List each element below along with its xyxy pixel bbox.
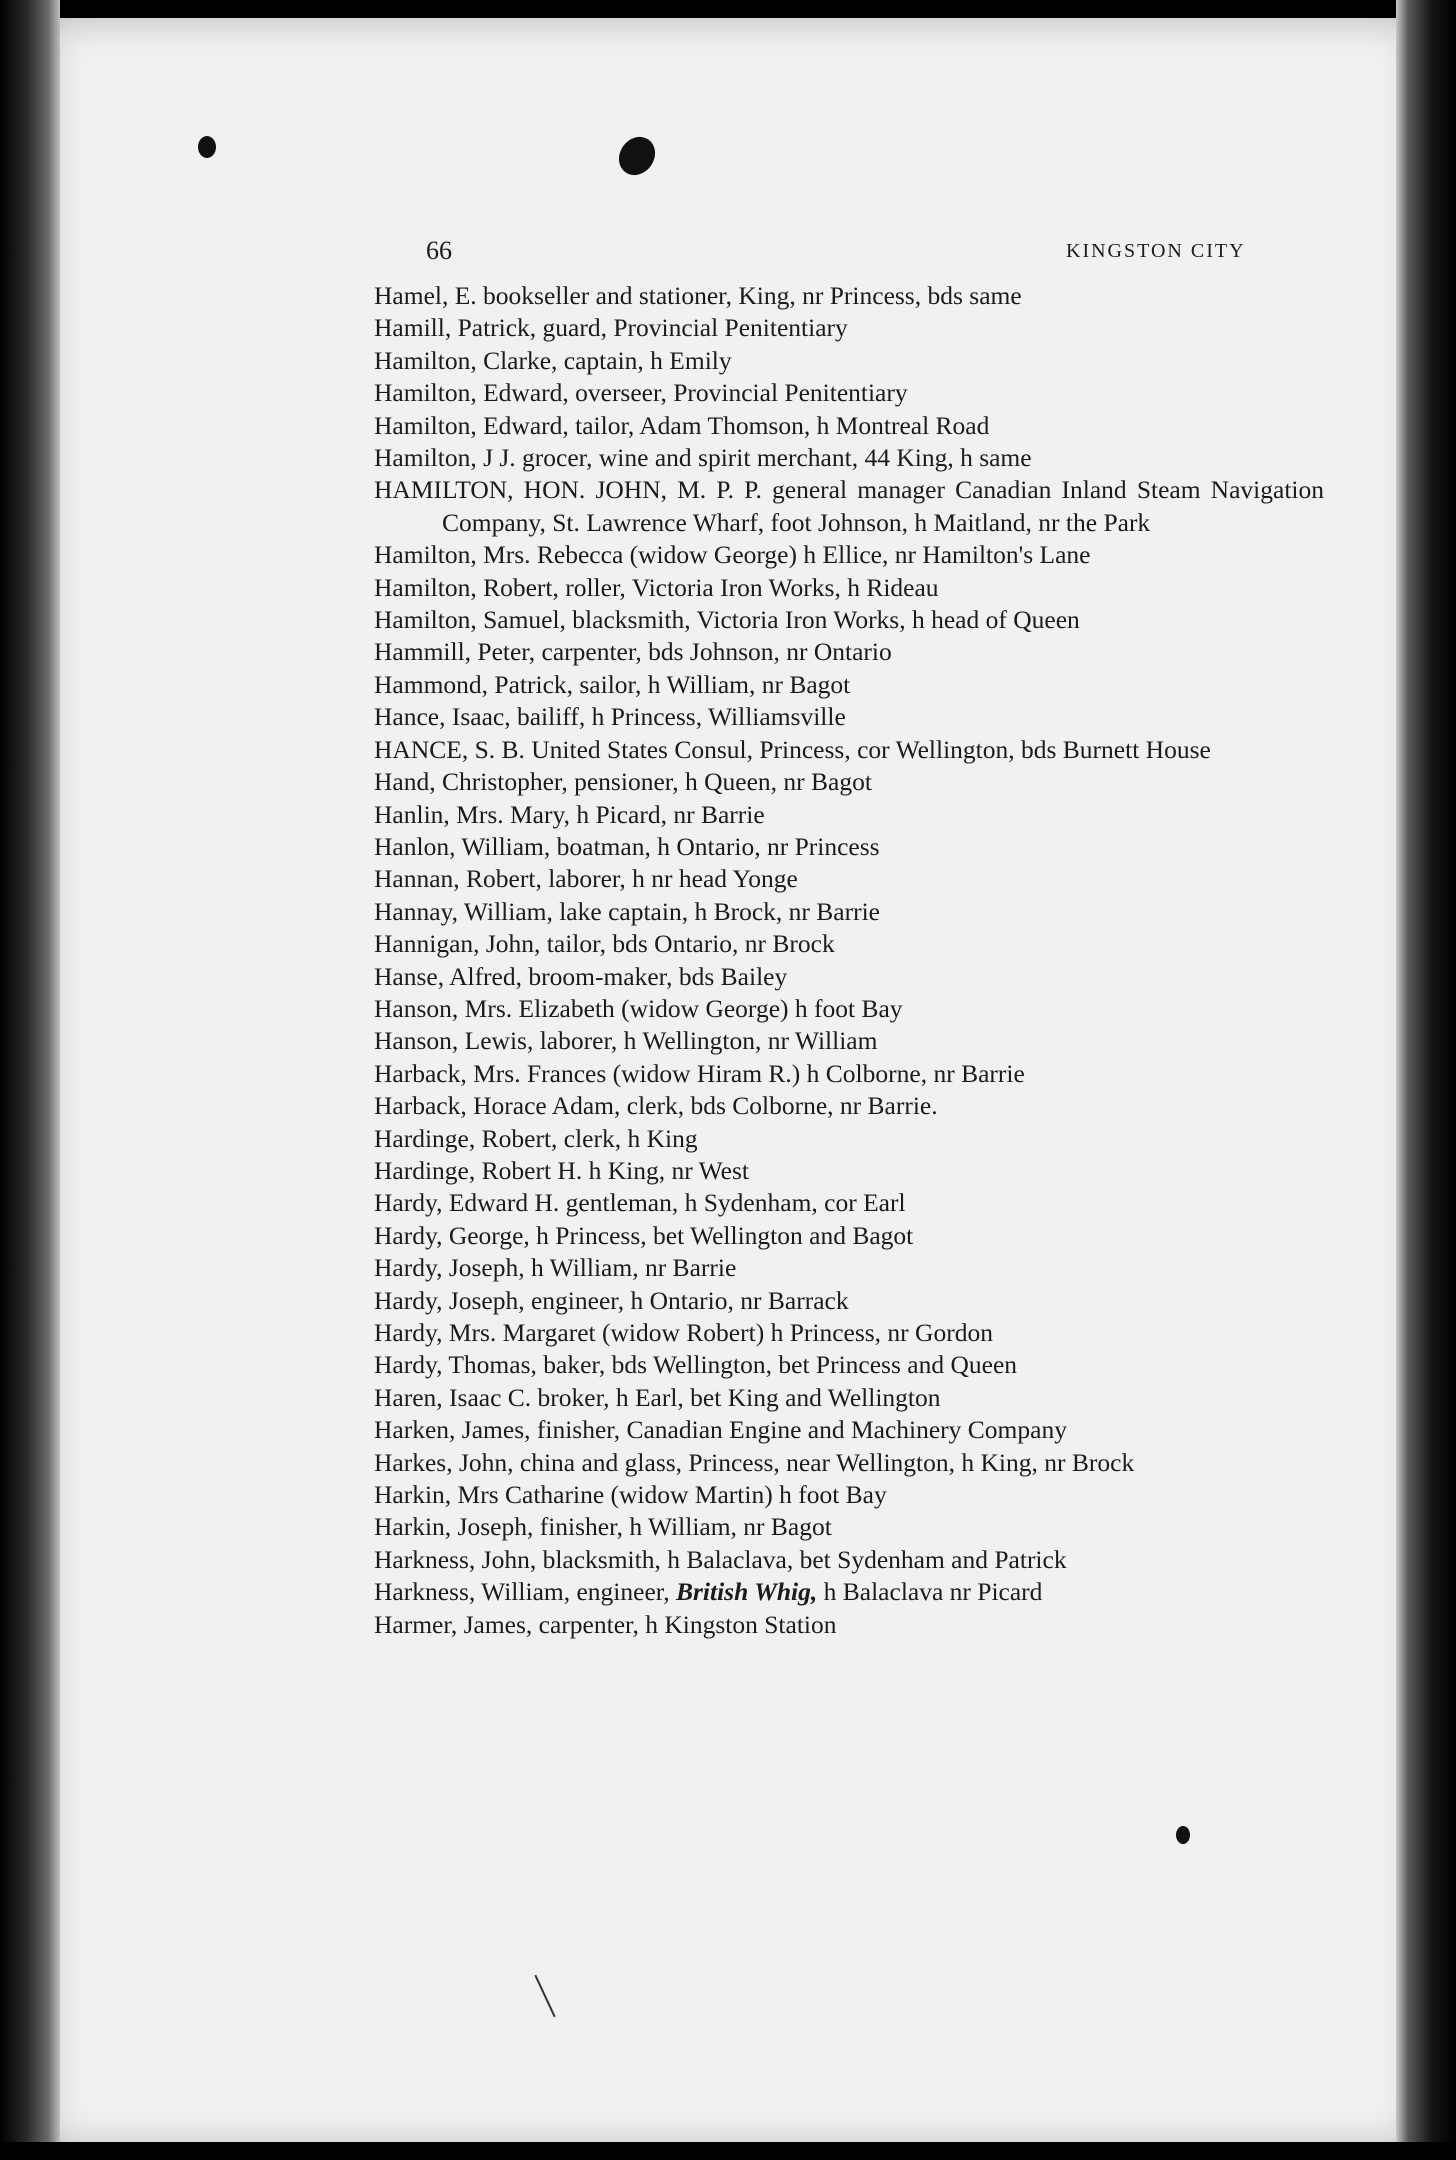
book-spine-shadow — [0, 0, 60, 2160]
directory-entry: Harkin, Joseph, finisher, h William, nr Bagot — [374, 1512, 832, 1542]
directory-entry: Hannay, William, lake captain, h Brock, nr Barrie — [374, 896, 880, 926]
directory-entry: Hardy, Joseph, engineer, h Ontario, nr Barrack — [374, 1285, 849, 1315]
directory-entry: HANCE, S. B. United States Consul, Princess, cor Wellington, bds Burnett House — [374, 734, 1211, 764]
directory-entry: Hardinge, Robert H. h King, nr West — [374, 1155, 749, 1185]
directory-entry: Harkness, John, blacksmith, h Balaclava, bet Sydenham and Patrick — [374, 1544, 1067, 1574]
directory-entries — [374, 280, 1324, 1641]
directory-entry: Harback, Horace Adam, clerk, bds Colborne, nr Barrie. — [374, 1091, 938, 1121]
scan-bottom-edge — [0, 2142, 1456, 2160]
directory-entry: Hamilton, Robert, roller, Victoria Iron Works, h Rideau — [374, 572, 939, 602]
directory-entry: Hamel, E. bookseller and stationer, King, nr Princess, bds same — [374, 281, 1022, 310]
directory-entry: Hamill, Patrick, guard, Provincial Penitentiary — [374, 313, 848, 343]
directory-entry: Harback, Mrs. Frances (widow Hiram R.) h Colborne, nr Barrie — [374, 1058, 1025, 1088]
directory-entry: Hardy, Mrs. Margaret (widow Robert) h Princess, nr Gordon — [374, 1318, 993, 1347]
directory-entry: Hand, Christopher, pensioner, h Queen, nr Bagot — [374, 767, 872, 797]
running-title: KINGSTON CITY — [1066, 240, 1246, 262]
directory-entry: Hanson, Lewis, laborer, h Wellington, nr William — [374, 1026, 878, 1056]
directory-entry — [374, 1576, 1324, 1608]
directory-entry: Hamilton, Edward, overseer, Provincial Penitentiary — [374, 378, 908, 408]
directory-entry: Hamilton, Edward, tailor, Adam Thomson, h Montreal Road — [374, 410, 990, 440]
newspaper-name: British Whig, — [675, 1577, 818, 1607]
directory-entry: Hannan, Robert, laborer, h nr head Yonge — [374, 864, 798, 894]
directory-entry: Harkin, Mrs Catharine (widow Martin) h foot Bay — [374, 1480, 887, 1510]
directory-entry: Haren, Isaac C. broker, h Earl, bet King and Wellington — [374, 1382, 941, 1412]
directory-entry: Hardy, Edward H. gentleman, h Sydenham, cor Earl — [374, 1188, 906, 1218]
ink-blot — [1176, 1826, 1190, 1844]
page-edge-shadow — [1396, 0, 1456, 2160]
page-header — [376, 236, 1376, 268]
directory-entry: Hanson, Mrs. Elizabeth (widow George) h foot Bay — [374, 993, 903, 1023]
directory-entry: Hamilton, Clarke, captain, h Emily — [374, 345, 732, 375]
directory-entry: Hanlon, William, boatman, h Ontario, nr Princess — [374, 831, 880, 861]
directory-entry: Harken, James, finisher, Canadian Engine and Machinery Company — [374, 1415, 1067, 1445]
directory-entry: Hance, Isaac, bailiff, h Princess, Williamsville — [374, 702, 846, 732]
ink-blot — [198, 136, 216, 158]
directory-entry: Hardy, Thomas, baker, bds Wellington, bet Princess and Queen — [374, 1350, 1018, 1380]
directory-entry: Hamilton, Samuel, blacksmith, Victoria Iron Works, h head of Queen — [374, 605, 1080, 635]
directory-entry: Hammond, Patrick, sailor, h William, nr Bagot — [374, 669, 851, 699]
directory-entry: Harmer, James, carpenter, h Kingston Station — [374, 1609, 837, 1639]
directory-entry: Hamilton, J J. grocer, wine and spirit merchant, 44 King, h same — [374, 443, 1032, 473]
directory-entry: HAMILTON, HON. JOHN, M. P. P. general manager Canadian Inland Steam Navigation Company, St. Lawrence Wharf, foot Johnson, h Maitland, nr the Park — [374, 475, 1324, 537]
directory-entry: Harkes, John, china and glass, Princess, near Wellington, h King, nr Brock — [374, 1447, 1135, 1477]
directory-entry: Hanlin, Mrs. Mary, h Picard, nr Barrie — [374, 799, 765, 829]
entry-text: Harkness, William, engineer, — [374, 1577, 676, 1607]
page-number: 66 — [426, 236, 452, 265]
directory-entry: Hammill, Peter, carpenter, bds Johnson, nr Ontario — [374, 637, 892, 667]
directory-entry: Hardy, George, h Princess, bet Wellington and Bagot — [374, 1220, 914, 1250]
paper-mark — [534, 1975, 555, 2018]
directory-entry: Hardinge, Robert, clerk, h King — [374, 1123, 698, 1153]
entry-text: h Balaclava nr Picard — [817, 1577, 1043, 1607]
directory-entry: Hanse, Alfred, broom-maker, bds Bailey — [374, 961, 788, 991]
scan-top-edge — [0, 0, 1456, 18]
directory-entry: Hamilton, Mrs. Rebecca (widow George) h Ellice, nr Hamilton's Lane — [374, 540, 1091, 570]
ink-blot — [612, 130, 663, 182]
directory-entry: Hardy, Joseph, h William, nr Barrie — [374, 1253, 737, 1283]
directory-entry: Hannigan, John, tailor, bds Ontario, nr Brock — [374, 929, 835, 959]
